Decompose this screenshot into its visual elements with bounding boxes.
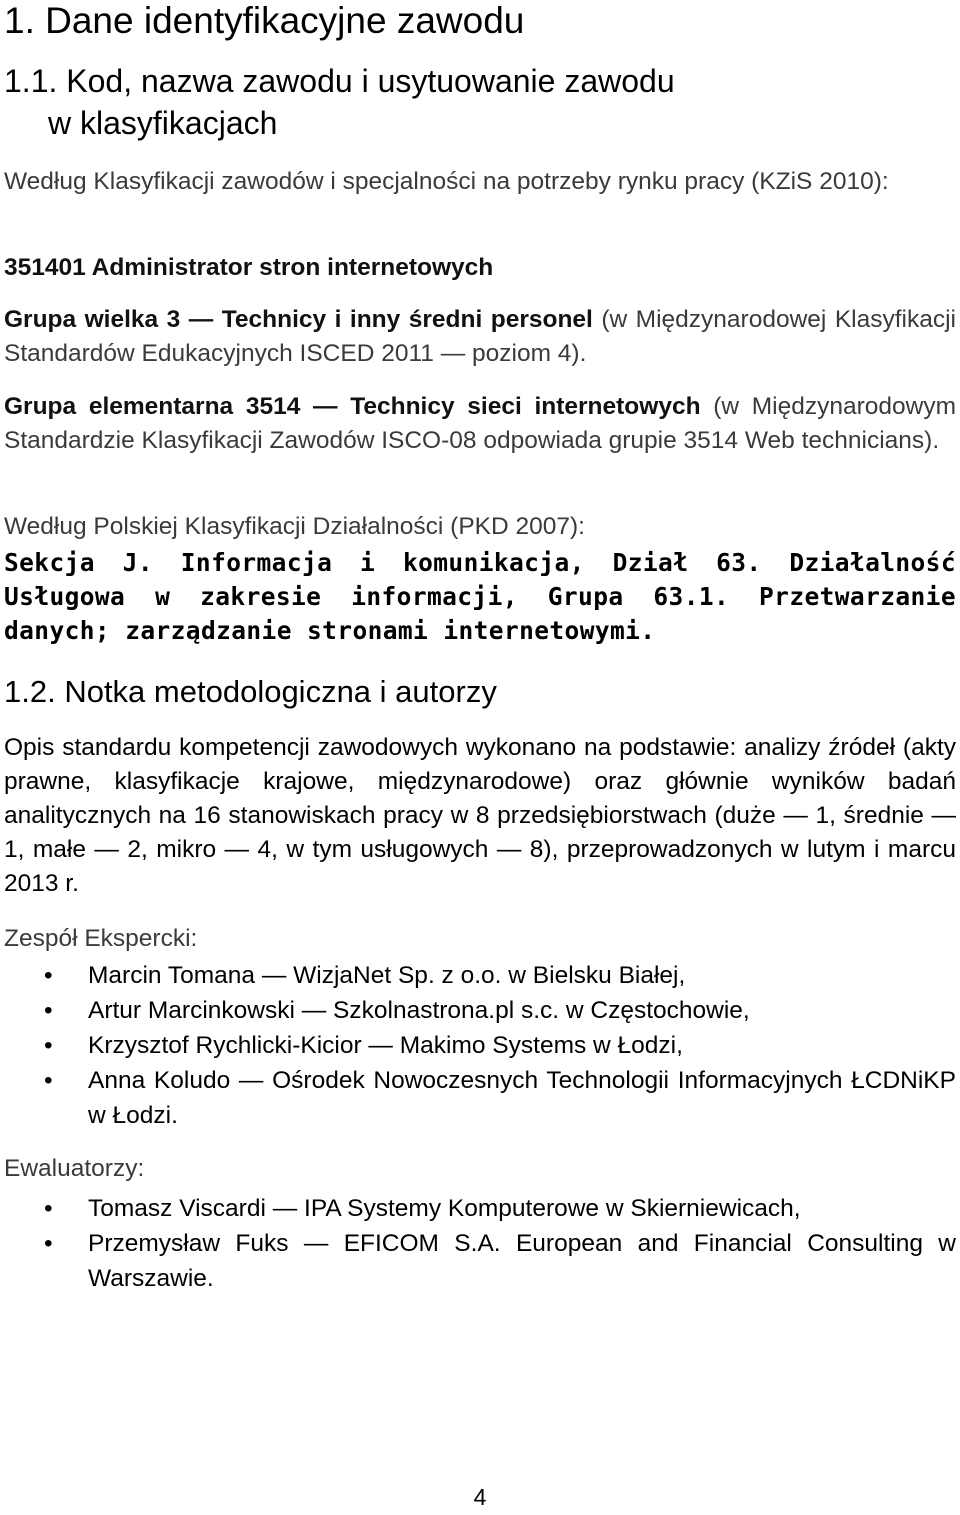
list-item: • Krzysztof Rychlicki-Kicior ― Makimo Systems w Łodzi, bbox=[4, 1028, 956, 1063]
group-unit-paragraph bbox=[4, 390, 956, 458]
occupation-code-name: 351401 Administrator stron internetowych bbox=[4, 254, 494, 281]
section-heading-1-1 bbox=[4, 60, 956, 144]
methodology-paragraph: Opis standardu kompetencji zawodowych wykonano na podstawie: analizy źródeł (akty prawne, klasyfikacje krajowe, międzynarodowe) oraz głównie wyników badań analitycznych na 16 stanowiskach pracy w 8 przedsiębiorstwach (duże ― 1, średnie ― 1, małe ― 2, mikro ― 4, w tym usługowych ― 8), przeprowadzonych w lutym i marcu 2013 r. bbox=[4, 734, 956, 897]
group-major-paragraph bbox=[4, 303, 956, 371]
list-item: • Anna Koludo ― Ośrodek Nowoczesnych Technologii Informacyjnych ŁCDNiKP w Łodzi. bbox=[4, 1063, 956, 1133]
bullet-icon: • bbox=[44, 1230, 53, 1257]
list-item: • Marcin Tomana ― WizjaNet Sp. z o.o. w Bielsku Białej, bbox=[4, 958, 956, 993]
experts-list bbox=[4, 958, 956, 1133]
evaluators-list bbox=[4, 1191, 956, 1296]
group-major-note: (w Międzynarodowej Klasyfikacji Standardów Edukacyjnych ISCED 2011 ― poziom 4). bbox=[4, 306, 956, 367]
section-heading-1-2: 1.2. Notka metodologiczna i autorzy bbox=[4, 674, 497, 709]
bullet-icon: • bbox=[44, 1032, 53, 1059]
pkd-intro: Według Polskiej Klasyfikacji Działalności (PKD 2007): bbox=[4, 513, 585, 540]
heading-1-1-line1: 1.1. Kod, nazwa zawodu i usytuowanie zawodu bbox=[4, 63, 675, 99]
pkd-detail: Sekcja J. Informacja i komunikacja, Dział 63. Działalność Usługowa w zakresie informacji, Grupa 63.1. Przetwarzanie danych; zarządzanie stronami internetowymi. bbox=[4, 548, 956, 645]
experts-label: Zespół Ekspercki: bbox=[4, 925, 198, 952]
list-item: • Przemysław Fuks ― EFICOM S.A. European and Financial Consulting w Warszawie. bbox=[4, 1226, 956, 1296]
group-major-title: Grupa wielka 3 ― Technicy i inny średni personel bbox=[4, 306, 593, 333]
list-item: • Tomasz Viscardi ― IPA Systemy Komputerowe w Skierniewicach, bbox=[4, 1191, 956, 1226]
bullet-icon: • bbox=[44, 962, 53, 989]
group-unit-note: (w Międzynarodowym Standardzie Klasyfikacji Zawodów ISCO-08 odpowiada grupie 3514 Web technicians). bbox=[4, 393, 957, 454]
page-number: 4 bbox=[473, 1484, 487, 1510]
section-heading-1: 1. Dane identyfikacyjne zawodu bbox=[4, 0, 525, 41]
group-unit-title: Grupa elementarna 3514 ― Technicy sieci internetowych bbox=[4, 393, 701, 420]
bullet-icon: • bbox=[44, 1195, 53, 1222]
bullet-icon: • bbox=[44, 997, 53, 1024]
evaluators-label: Ewaluatorzy: bbox=[4, 1155, 145, 1182]
bullet-icon: • bbox=[44, 1067, 53, 1094]
kzis-intro: Według Klasyfikacji zawodów i specjalności na potrzeby rynku pracy (KZiS 2010): bbox=[4, 168, 889, 195]
list-item: • Artur Marcinkowski ― Szkolnastrona.pl s.c. w Częstochowie, bbox=[4, 993, 956, 1028]
heading-1-1-line2: w klasyfikacjach bbox=[48, 105, 278, 141]
